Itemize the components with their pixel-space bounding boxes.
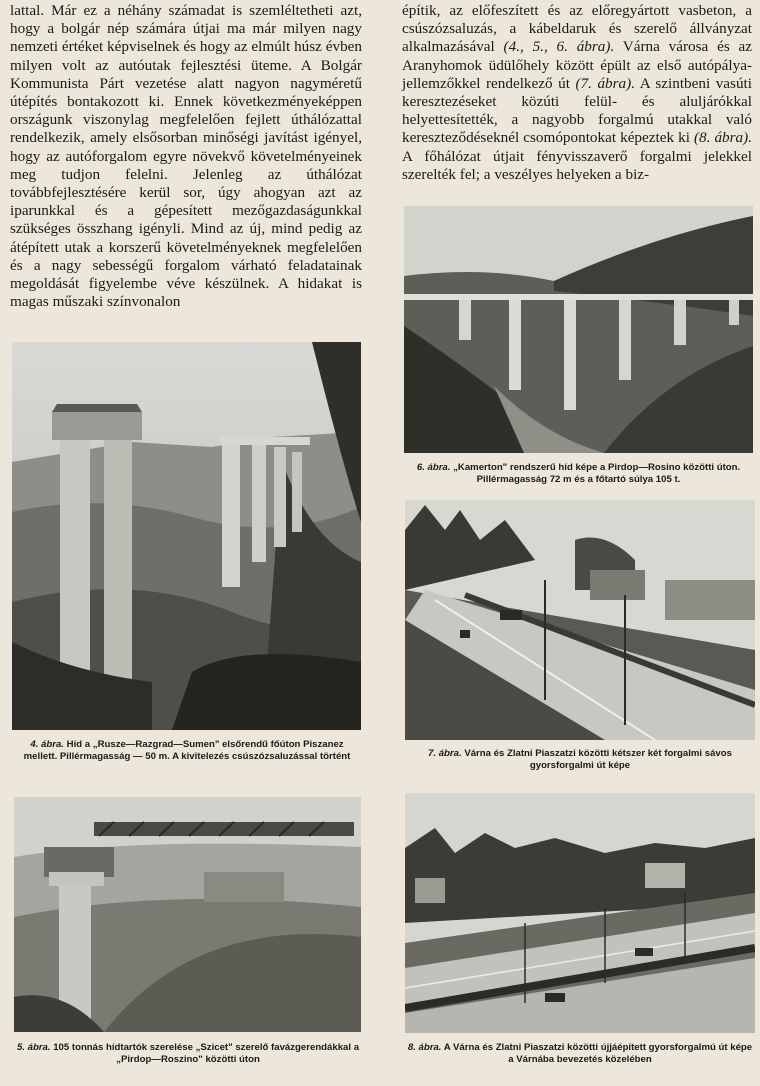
figure-7-caption [405, 748, 755, 772]
figure-number: 5. ábra. [16, 1042, 51, 1053]
figure-number: 7. ábra. [428, 748, 462, 759]
figure-5-photo [14, 797, 361, 1032]
figure-reference: (8. ábra). [693, 129, 753, 147]
figure-number: 8. ábra. [407, 1042, 442, 1053]
left-column-text: lattal. Már ez a néhány számadat is szemléltetheti azt, hogy a bolgár nép számára útjai ma már milyen nagy nemzeti értéket képviselnek és hogy az elmúlt húsz évben milyen volt az autóutak fejlesztési üteme. A Bolgár Kommunista Párt vezetése alatt nagyon nagyméretű útépítés bontakozott ki. Ennek következményeképpen országunk viszonylag megfelelően fejlett úthálózattal rendelkezik, amely elsősorban minőségi javítást igényel, hogy az autóforgalom egyre növekvő követelményeinek meg tudjon felelni. Jelenleg az úthálózat továbbfejlesztésére kerül sor, úgy ahogyan azt az iparunkkal és a gépesített mezőgazdaságunkkal szükséges összhang igényli. Mind az új, mind pedig az átépített utak a korszerű követelményeknek megfelelően és a nagy sebességű forgalom várható feladatainak megoldását figyelembe véve készülnek. A hidakat is magas műszaki színvonalon [10, 2, 362, 311]
figure-7-photo [405, 500, 755, 740]
figure-8-caption [405, 1042, 755, 1066]
figure-4-photo [12, 342, 361, 730]
figure-5-caption [16, 1042, 360, 1066]
figure-4-caption [14, 739, 360, 763]
text-segment: Várna városa és az Aranyhomok üdülőhely között épült az első autópálya-jellemzőkkel rendelkező út [402, 38, 752, 92]
caption-text: „Kamerton" rendszerű híd képe a Pirdop—Rosino közötti úton. Pillérmagasság 72 m és a főtartó súlya 105 t. [453, 462, 741, 485]
figure-reference: (7. ábra). [575, 74, 635, 92]
caption-text: A Várna és Zlatni Piaszatzi közötti újjáépített gyorsforgalmú út képe a Várnába bevezetés közelében [443, 1042, 753, 1065]
right-column-text [402, 2, 752, 184]
figure-6-caption [404, 462, 753, 486]
figure-number: 6. ábra. [416, 462, 451, 473]
figure-reference: (4., 5., 6. ábra). [503, 38, 615, 56]
caption-text: 105 tonnás hídtartók szerelése „Szicet" szerelő favázgerendákkal a „Pirdop—Roszino" közötti úton [53, 1042, 360, 1065]
text-segment: építik, az előfeszített és az előregyártott vasbeton, a csúszózsaluzás, a kábeldaruk és szerelő állványzat alkalmazásával [402, 2, 752, 56]
figure-8-photo [405, 793, 755, 1033]
caption-text: Várna és Zlatni Piaszatzi közötti kétszer két forgalmi sávos gyorsforgalmi út képe [464, 748, 732, 771]
figure-number: 4. ábra. [30, 739, 64, 750]
caption-text: Híd a „Rusze—Razgrad—Sumen" elsőrendű főúton Piszanez mellett. Pillérmagasság — 50 m. A kivitelezés csúszózsaluzással történt [23, 739, 351, 762]
figure-6-photo [404, 206, 753, 453]
text-segment: A főhálózat útjait fényvisszaverő forgalmi jelekkel szerelték fel; a veszélyes helyeken a biz- [402, 147, 752, 183]
text-segment: A szintbeni vasúti keresztezéseket közúti felül- és aluljárókkal helyettesítették, a nagyobb forgalmú utakkal való kereszteződéseknél csomópontokat képeztek ki [402, 74, 752, 147]
